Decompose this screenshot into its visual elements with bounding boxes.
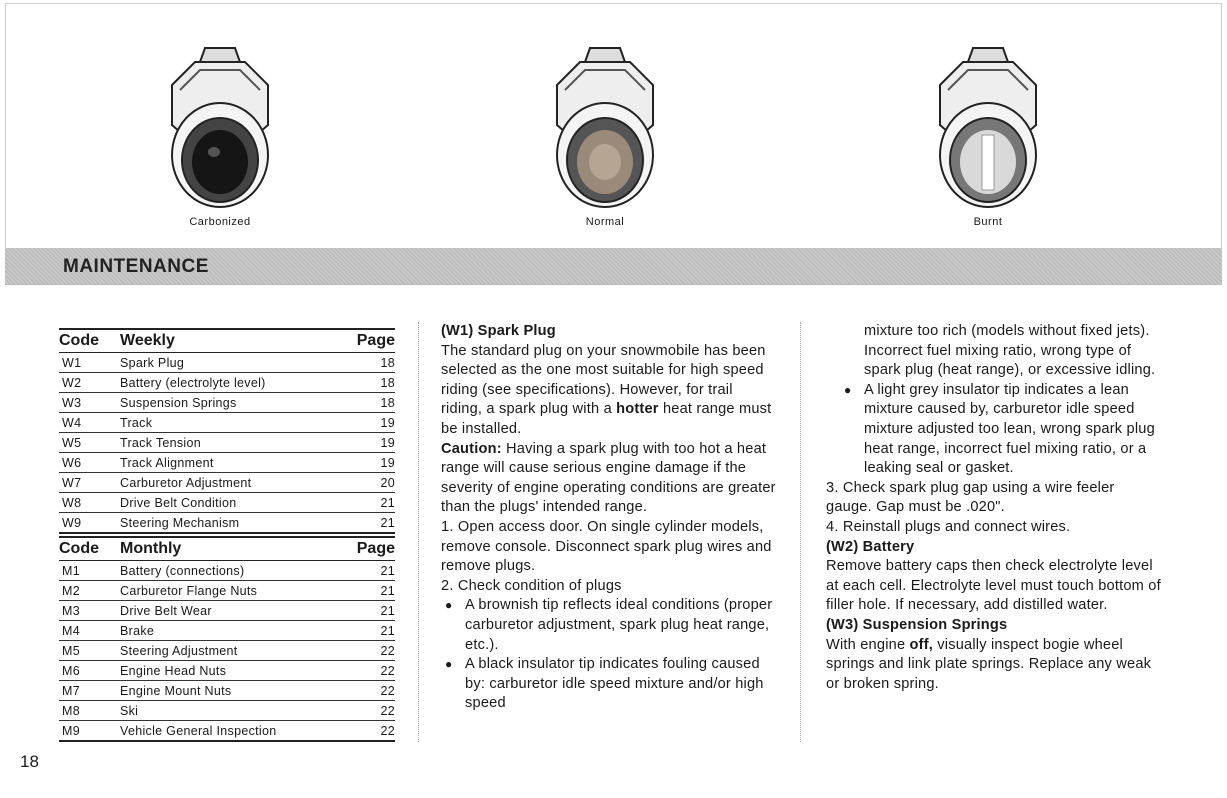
step-2: 2. Check condition of plugs <box>441 577 622 594</box>
item-cell: Track Alignment <box>120 453 355 473</box>
code-cell: W9 <box>59 513 120 534</box>
code-cell: W4 <box>59 413 120 433</box>
code-cell: W6 <box>59 453 120 473</box>
item-cell: Carburetor Adjustment <box>120 473 355 493</box>
weekly-header-row <box>59 329 395 353</box>
item-cell: Brake <box>120 621 355 641</box>
step-1: 1. Open access door. On single cylinder models, remove console. Disconnect spark plug wires and remove plugs. <box>441 518 772 575</box>
caution-label: Caution: <box>441 440 502 457</box>
carbonized-plug-illustration <box>150 40 290 215</box>
item-cell: Drive Belt Condition <box>120 493 355 513</box>
item-cell: Drive Belt Wear <box>120 601 355 621</box>
w2-paragraph: Remove battery caps then check electrolyte level at each cell. Electrolyte level must touch bottom of filler hole. If necessary, add distilled water. <box>826 558 1161 614</box>
code-cell: M3 <box>59 601 120 621</box>
code-cell: W2 <box>59 373 120 393</box>
section-title: MAINTENANCE <box>63 256 209 277</box>
page-cell: 19 <box>355 413 395 433</box>
monthly-maintenance-table <box>59 536 395 742</box>
code-cell: W1 <box>59 353 120 373</box>
table-row <box>59 601 395 621</box>
normal-plug-illustration <box>535 40 675 215</box>
code-cell: M4 <box>59 621 120 641</box>
w3-text: With engine <box>826 636 910 653</box>
page-cell: 22 <box>355 661 395 681</box>
table-row <box>59 433 395 453</box>
w3-text: visually inspect bogie wheel springs and link plate springs. Replace any weak or broken spring. <box>826 636 1152 692</box>
table-row <box>59 493 395 513</box>
monthly-header-row <box>59 537 395 561</box>
page-cell: 21 <box>355 621 395 641</box>
w1-text: heat range must be installed. <box>441 401 772 437</box>
table-row <box>59 453 395 473</box>
item-cell: Carburetor Flange Nuts <box>120 581 355 601</box>
item-cell: Track Tension <box>120 433 355 453</box>
column-divider <box>418 322 419 742</box>
table-row <box>59 561 395 581</box>
table-row <box>59 681 395 701</box>
battery-suspension-column <box>826 322 1164 694</box>
burnt-caption: Burnt <box>973 216 1003 228</box>
code-cell: M7 <box>59 681 120 701</box>
code-cell: M2 <box>59 581 120 601</box>
page-cell: 20 <box>355 473 395 493</box>
table-row <box>59 641 395 661</box>
page-cell: 18 <box>355 353 395 373</box>
page-cell: 21 <box>355 601 395 621</box>
bullet-grey: ● A light grey insulator tip indicates a lean mixture caused by, carburetor idle speed mixture adjusted too lean, wrong spark plug heat range, incorrect fuel mixing ratio, or a leaking seal or gasket. <box>840 381 1164 479</box>
item-cell: Ski <box>120 701 355 721</box>
code-cell: M5 <box>59 641 120 661</box>
page-cell: 21 <box>355 561 395 581</box>
table-row <box>59 621 395 641</box>
table-row <box>59 353 395 373</box>
code-cell: M6 <box>59 661 120 681</box>
burnt-plug-illustration <box>918 40 1058 215</box>
w3-paragraph <box>826 636 1164 695</box>
item-cell: Spark Plug <box>120 353 355 373</box>
code-cell: W8 <box>59 493 120 513</box>
bullet-black: ● A black insulator tip indicates fouling caused by: carburetor idle speed mixture and/or high speed <box>441 655 777 714</box>
page-header: Page <box>355 329 395 353</box>
normal-caption: Normal <box>585 216 625 228</box>
page-cell: 22 <box>355 701 395 721</box>
page-number: 18 <box>20 752 39 771</box>
page-cell: 18 <box>355 373 395 393</box>
step-4: 4. Reinstall plugs and connect wires. <box>826 518 1071 535</box>
code-cell: M8 <box>59 701 120 721</box>
hotter-emphasis: hotter <box>616 401 659 418</box>
page-cell: 21 <box>355 513 395 534</box>
caution-text: Having a spark plug with too hot a heat range will cause serious engine damage if the severity of engine operating conditions are greater than the plugs' intended range. <box>441 440 776 516</box>
item-cell: Engine Head Nuts <box>120 661 355 681</box>
w1-paragraph <box>441 342 777 440</box>
table-row <box>59 721 395 742</box>
code-cell: W5 <box>59 433 120 453</box>
weekly-title: Weekly <box>120 329 355 353</box>
item-cell: Track <box>120 413 355 433</box>
weekly-maintenance-table <box>59 328 395 534</box>
column-divider <box>800 322 801 742</box>
table-row <box>59 373 395 393</box>
bullet-brownish: ● A brownish tip reflects ideal conditions (proper carburetor adjustment, spark plug heat range, etc.). <box>441 596 777 655</box>
item-cell: Steering Mechanism <box>120 513 355 534</box>
item-cell: Suspension Springs <box>120 393 355 413</box>
page-cell: 21 <box>355 581 395 601</box>
table-row <box>59 393 395 413</box>
page-cell: 19 <box>355 433 395 453</box>
page-cell: 18 <box>355 393 395 413</box>
item-cell: Steering Adjustment <box>120 641 355 661</box>
page-header: Page <box>355 537 395 561</box>
carbonized-caption: Carbonized <box>189 216 251 228</box>
w3-heading: (W3) Suspension Springs <box>826 616 1008 633</box>
page-cell: 19 <box>355 453 395 473</box>
table-row <box>59 473 395 493</box>
step-3: 3. Check spark plug gap using a wire feeler gauge. Gap must be .020". <box>826 479 1115 516</box>
item-cell: Engine Mount Nuts <box>120 681 355 701</box>
item-cell: Vehicle General Inspection <box>120 721 355 742</box>
table-row <box>59 701 395 721</box>
caution-paragraph <box>441 440 777 518</box>
code-header: Code <box>59 537 120 561</box>
w1-heading: (W1) Spark Plug <box>441 323 556 339</box>
page-cell: 22 <box>355 681 395 701</box>
item-cell: Battery (connections) <box>120 561 355 581</box>
code-cell: W7 <box>59 473 120 493</box>
continued-text: mixture too rich (models without fixed jets). Incorrect fuel mixing ratio, wrong type of spark plug (heat range), or excessive idling. <box>864 323 1156 379</box>
code-header: Code <box>59 329 120 353</box>
item-cell: Battery (electrolyte level) <box>120 373 355 393</box>
spark-plug-column <box>441 322 777 714</box>
code-cell: M1 <box>59 561 120 581</box>
table-row <box>59 581 395 601</box>
w1-text: The standard plug on your snowmobile has been selected as the one most suitable for high speed riding (see specifications). However, for trail riding, a spark plug with a <box>441 342 766 418</box>
code-cell: W3 <box>59 393 120 413</box>
table-row <box>59 413 395 433</box>
page-cell: 21 <box>355 493 395 513</box>
section-banner <box>5 248 1222 285</box>
table-row <box>59 513 395 534</box>
table-row <box>59 661 395 681</box>
code-cell: M9 <box>59 721 120 742</box>
page-cell: 22 <box>355 641 395 661</box>
off-emphasis: off, <box>909 636 934 653</box>
monthly-title: Monthly <box>120 537 355 561</box>
page-cell: 22 <box>355 721 395 742</box>
w2-heading: (W2) Battery <box>826 538 915 555</box>
